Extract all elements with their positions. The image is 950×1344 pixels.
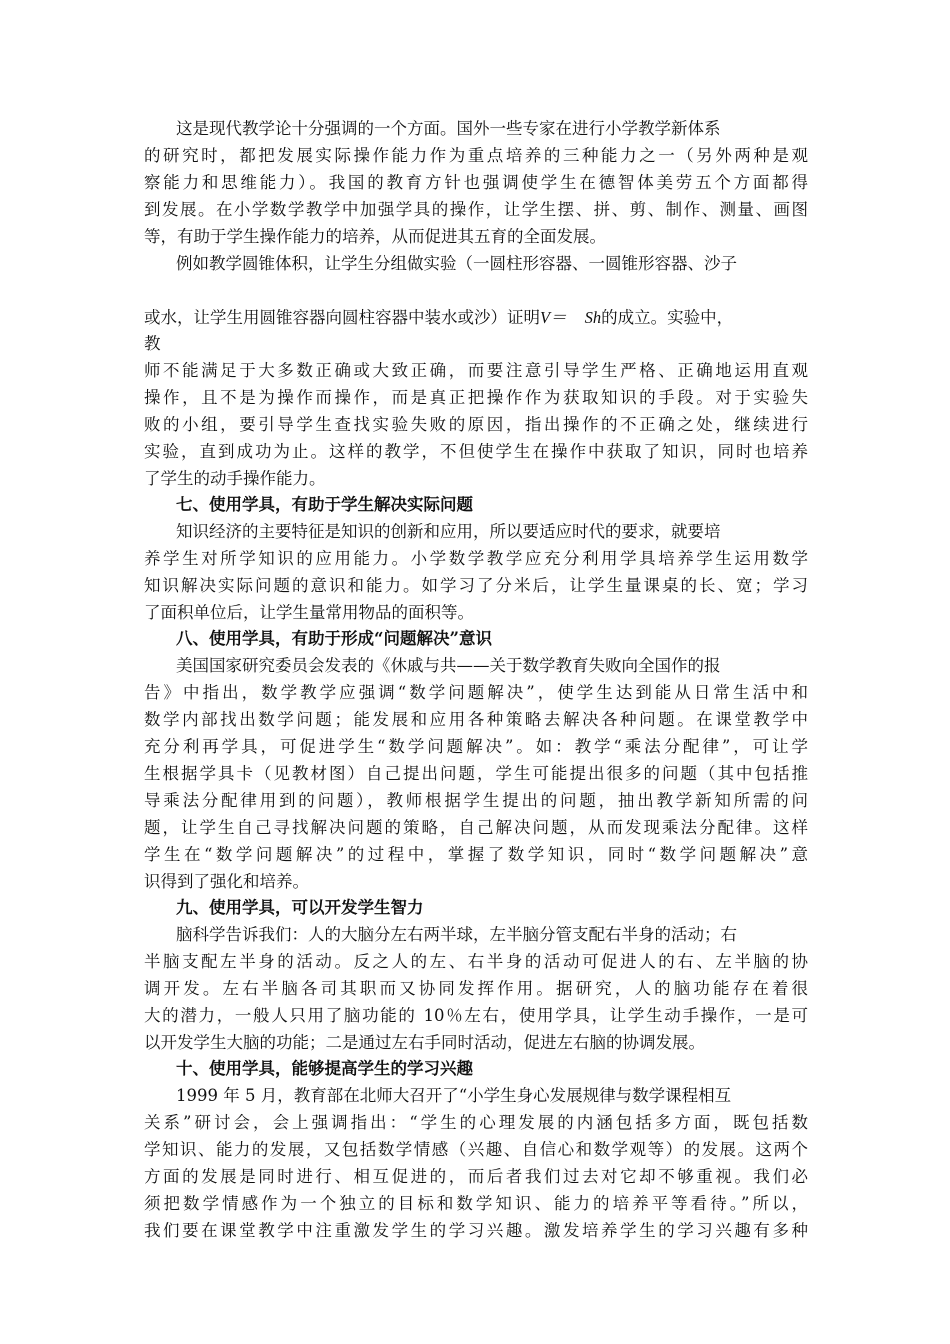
section-heading: 七、使用学具，有助于学生解决实际问题 [176,495,473,514]
text-line: 脑科学告诉我们：人的大脑分左右两半球，左半脑分管支配右半身的活动；右 [176,925,737,944]
text-line: 题，让学生自己寻找解决问题的策略，自己解决问题，从而发现乘法分配律。这样 [144,818,808,837]
text-line: 例如教学圆锥体积，让学生分组做实验（一圆柱形容器、一圆锥形容器、沙子 [176,254,737,273]
text-line: 教 [144,334,161,353]
formula-rhs: Sh [584,308,602,327]
text-line: 这是现代教学论十分强调的一个方面。国外一些专家在进行小学教学新体系 [176,119,721,138]
text-line: 告》中指出，数学教学应强调“数学问题解决”，使学生达到能从日常生活中和 [144,683,808,702]
text-line: 美国国家研究委员会发表的《休戚与共——关于数学教育失败向全国作的报 [176,656,721,675]
text-line: 数学内部找出数学问题；能发展和应用各种策略去解决各种问题。在课堂教学中 [144,710,808,729]
text-line: 到发展。在小学数学教学中加强学具的操作，让学生摆、拼、剪、制作、测量、画图 [144,200,808,219]
text-line: 方面的发展是同时进行、相互促进的，而后者我们过去对它却不够重视。我们必 [144,1167,808,1186]
section-heading: 八、使用学具，有助于形成“问题解决”意识 [176,629,492,648]
formula-line [144,305,808,331]
formula-lhs: V＝ [540,308,567,327]
section-heading: 九、使用学具，可以开发学生智力 [176,898,424,917]
text-line: 实验，直到成功为止。这样的教学，不但使学生在操作中获取了知识，同时也培养 [144,442,808,461]
text-line: 等，有助于学生操作能力的培养，从而促进其五育的全面发展。 [144,227,606,246]
text-line: 养学生对所学知识的应用能力。小学数学教学应充分利用学具培养学生运用数学 [144,549,808,568]
text-line: 关系”研讨会，会上强调指出：“学生的心理发展的内涵包括多方面，既包括数 [144,1113,808,1132]
text-line: 充分利再学具，可促进学生“数学问题解决”。如：教学“乘法分配律”，可让学 [144,737,808,756]
text-line: 的研究时，都把发展实际操作能力作为重点培养的三种能力之一（另外两种是观 [144,146,808,165]
text-segment: 的成立。实验中， [601,308,734,327]
text-line: 导乘法分配律用到的问题），教师根据学生提出的问题，抽出教学新知所需的问 [144,791,808,810]
text-line: 了面积单位后，让学生量常用物品的面积等。 [144,603,474,622]
text-line: 操作，且不是为操作而操作，而是真正把操作作为获取知识的手段。对于实验失 [144,388,808,407]
text-segment: 或水，让学生用圆锥容器向圆柱容器中装水或沙）证明 [144,308,540,327]
text-line: 败的小组，要引导学生查找实验失败的原因，指出操作的不正确之处，继续进行 [144,415,808,434]
text-line: 察能力和思维能力）。我国的教育方针也强调使学生在德智体美劳五个方面都得 [144,173,808,192]
text-line: 大的潜力，一般人只用了脑功能的 10％左右，使用学具，让学生动手操作，一是可 [144,1006,808,1025]
text-line: 1999 年 5 月，教育部在北师大召开了“小学生身心发展规律与数学课程相互 [176,1086,732,1105]
section-heading: 十、使用学具，能够提高学生的学习兴趣 [176,1059,473,1078]
text-line: 须把数学情感作为一个独立的目标和数学知识、能力的培养平等看待。”所以， [144,1194,808,1213]
text-line: 半脑支配左半身的活动。反之人的左、右半身的活动可促进人的右、左半脑的协 [144,952,808,971]
text-line: 学知识、能力的发展，又包括数学情感（兴趣、自信心和数学观等）的发展。这两个 [144,1140,808,1159]
text-line: 识得到了强化和培养。 [144,872,309,891]
text-line: 学生在“数学问题解决”的过程中，掌握了数学知识，同时“数学问题解决”意 [144,845,808,864]
text-line: 知识经济的主要特征是知识的创新和应用，所以要适应时代的要求，就要培 [176,522,721,541]
text-line: 调开发。左右半脑各司其职而又协同发挥作用。据研究，人的脑功能存在着很 [144,979,808,998]
text-line: 师不能满足于大多数正确或大致正确，而要注意引导学生严格、正确地运用直观 [144,361,808,380]
text-line: 生根据学具卡（见教材图）自己提出问题，学生可能提出很多的问题（其中包括推 [144,764,808,783]
text-line: 我们要在课堂教学中注重激发学生的学习兴趣。激发培养学生的学习兴趣有多种 [144,1221,808,1240]
text-line: 以开发学生大脑的功能；二是通过左右手同时活动，促进左右脑的协调发展。 [144,1033,705,1052]
text-line: 了学生的动手操作能力。 [144,469,326,488]
text-line: 知识解决实际问题的意识和能力。如学习了分米后，让学生量课桌的长、宽；学习 [144,576,808,595]
